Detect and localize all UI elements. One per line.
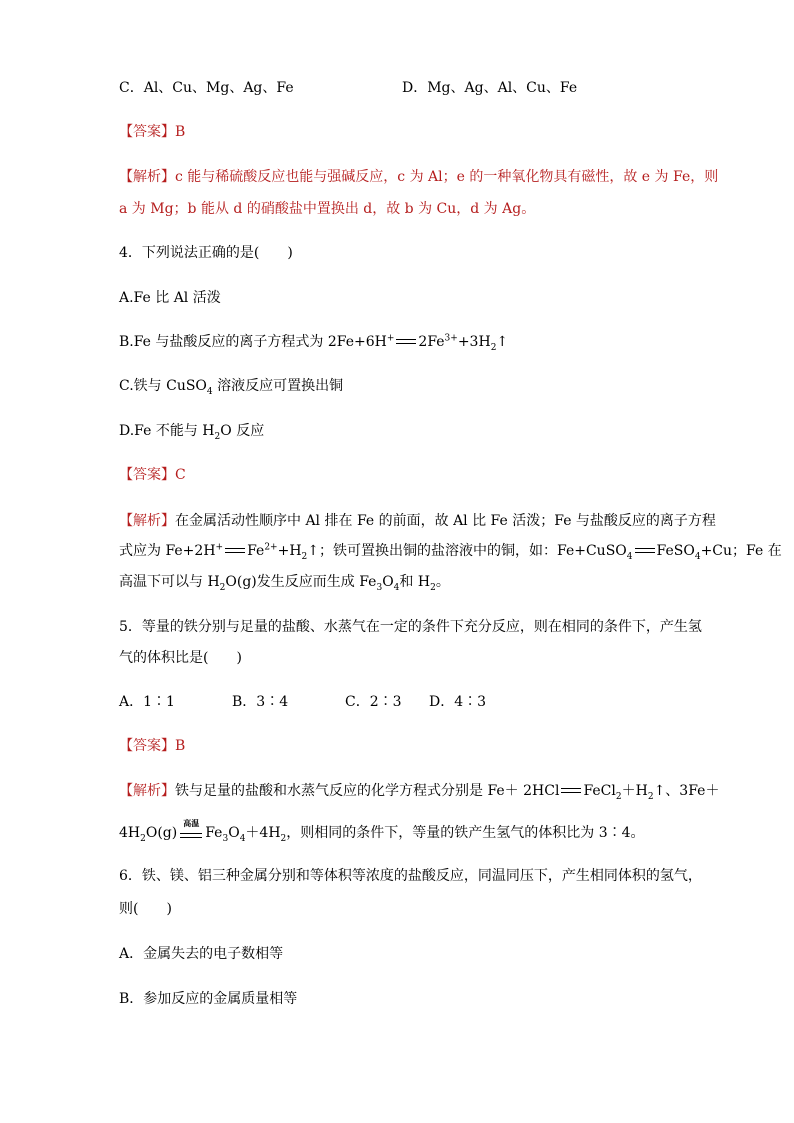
q3-option-c: C．Al、Cu、Mg、Ag、Fe [119,80,294,96]
equals-sign [396,339,416,344]
q4-analysis-line3: 高温下可以与 $H_2O(g)$发生反应而生成 $Fe_3O_4$和 $H_2$。 [119,574,450,593]
q5-option-d: D．4∶3 [429,694,487,710]
q4-option-b: B.Fe 与盐酸反应的离子方程式为 2Fe+6H+ $2Fe^{3+}+3H_2↑$ [119,333,509,353]
analysis-tag: 【解析】 [119,169,175,185]
equals-sign [635,548,655,553]
q5-stem-line1: 5．等量的铁分别与足量的盐酸、水蒸气在一定的条件下充分反应，则在相同的条件下，产生氢 [119,619,702,635]
q3-option-d: D．Mg、Ag、Al、Cu、Fe [402,80,578,96]
analysis-text: 在金属活动性顺序中 Al 排在 Fe 的前面，故 Al 比 Fe 活泼；Fe 与盐酸反应的离子方程 [175,513,716,529]
q4-analysis-line2: 式应为 Fe+2H+ $Fe^{2+}+H_2↑$；铁可置换出铜的盐溶液中的铜，如：Fe+CuSO$_4$ FeSO$_4$+Cu；Fe 在 [119,542,782,562]
q4-option-d: D.Fe 不能与 $H_2O$ 反应 [119,423,265,442]
analysis-tag: 【解析】 [119,783,175,799]
answer-value: B [175,124,186,140]
q3-analysis-line1 [119,167,718,187]
q6-stem-line2: 则( ) [119,901,172,917]
q4-analysis-line1 [119,511,716,531]
q4-answer [119,465,186,485]
answer-value: B [175,738,186,754]
q6-stem-line1: 6．铁、镁、铝三种金属分别和等体积等浓度的盐酸反应，同温同压下，产生相同体积的氢气， [119,868,702,884]
q3-options-row [119,78,719,98]
equals-sign [225,548,245,553]
answer-tag: 【答案】 [119,467,175,483]
q6-option-a: A．金属失去的电子数相等 [119,946,284,962]
q5-options-row [119,692,719,712]
q5-option-c: C．2∶3 [345,694,402,710]
analysis-tag: 【解析】 [119,513,175,529]
q5-analysis-line1: 【解析】铁与足量的盐酸和水蒸气反应的化学方程式分别是 Fe＋ 2HCl $FeCl_2+H_2↑$、3Fe＋ [119,783,720,802]
q6-option-b: B．参加反应的金属质量相等 [119,991,298,1007]
reaction-condition: 高温 [183,818,200,828]
analysis-text: c 能与稀硫酸反应也能与强碱反应，c 为 Al；e 的一种氧化物具有磁性，故 e 为 Fe，则 [175,169,719,185]
answer-tag: 【答案】 [119,124,175,140]
answer-value: C [175,467,186,483]
q5-option-a: A．1∶1 [119,694,175,710]
q4-option-a: A.Fe 比 Al 活泼 [119,290,221,306]
q5-option-b: B．3∶4 [232,694,289,710]
q4-option-c: C.铁与 CuSO$_4$ 溶液反应可置换出铜 [119,378,344,397]
q5-stem-line2: 气的体积比是( ) [119,650,242,666]
answer-tag: 【答案】 [119,738,175,754]
equals-sign [561,788,581,793]
reaction-condition-equals [180,818,202,840]
q4-stem: 4．下列说法正确的是( ) [119,245,293,261]
q3-answer [119,122,185,142]
q5-analysis-line2: $4H_2O(g)$ 高温 $Fe_3O_4+4H_2$，则相同的条件下，等量的铁产生氢气的体积比为 3∶4。 [119,818,645,844]
q5-answer [119,736,185,756]
q3-analysis-line2: a 为 Mg；b 能从 d 的硝酸盐中置换出 d，故 b 为 Cu，d 为 Ag。 [119,201,536,217]
